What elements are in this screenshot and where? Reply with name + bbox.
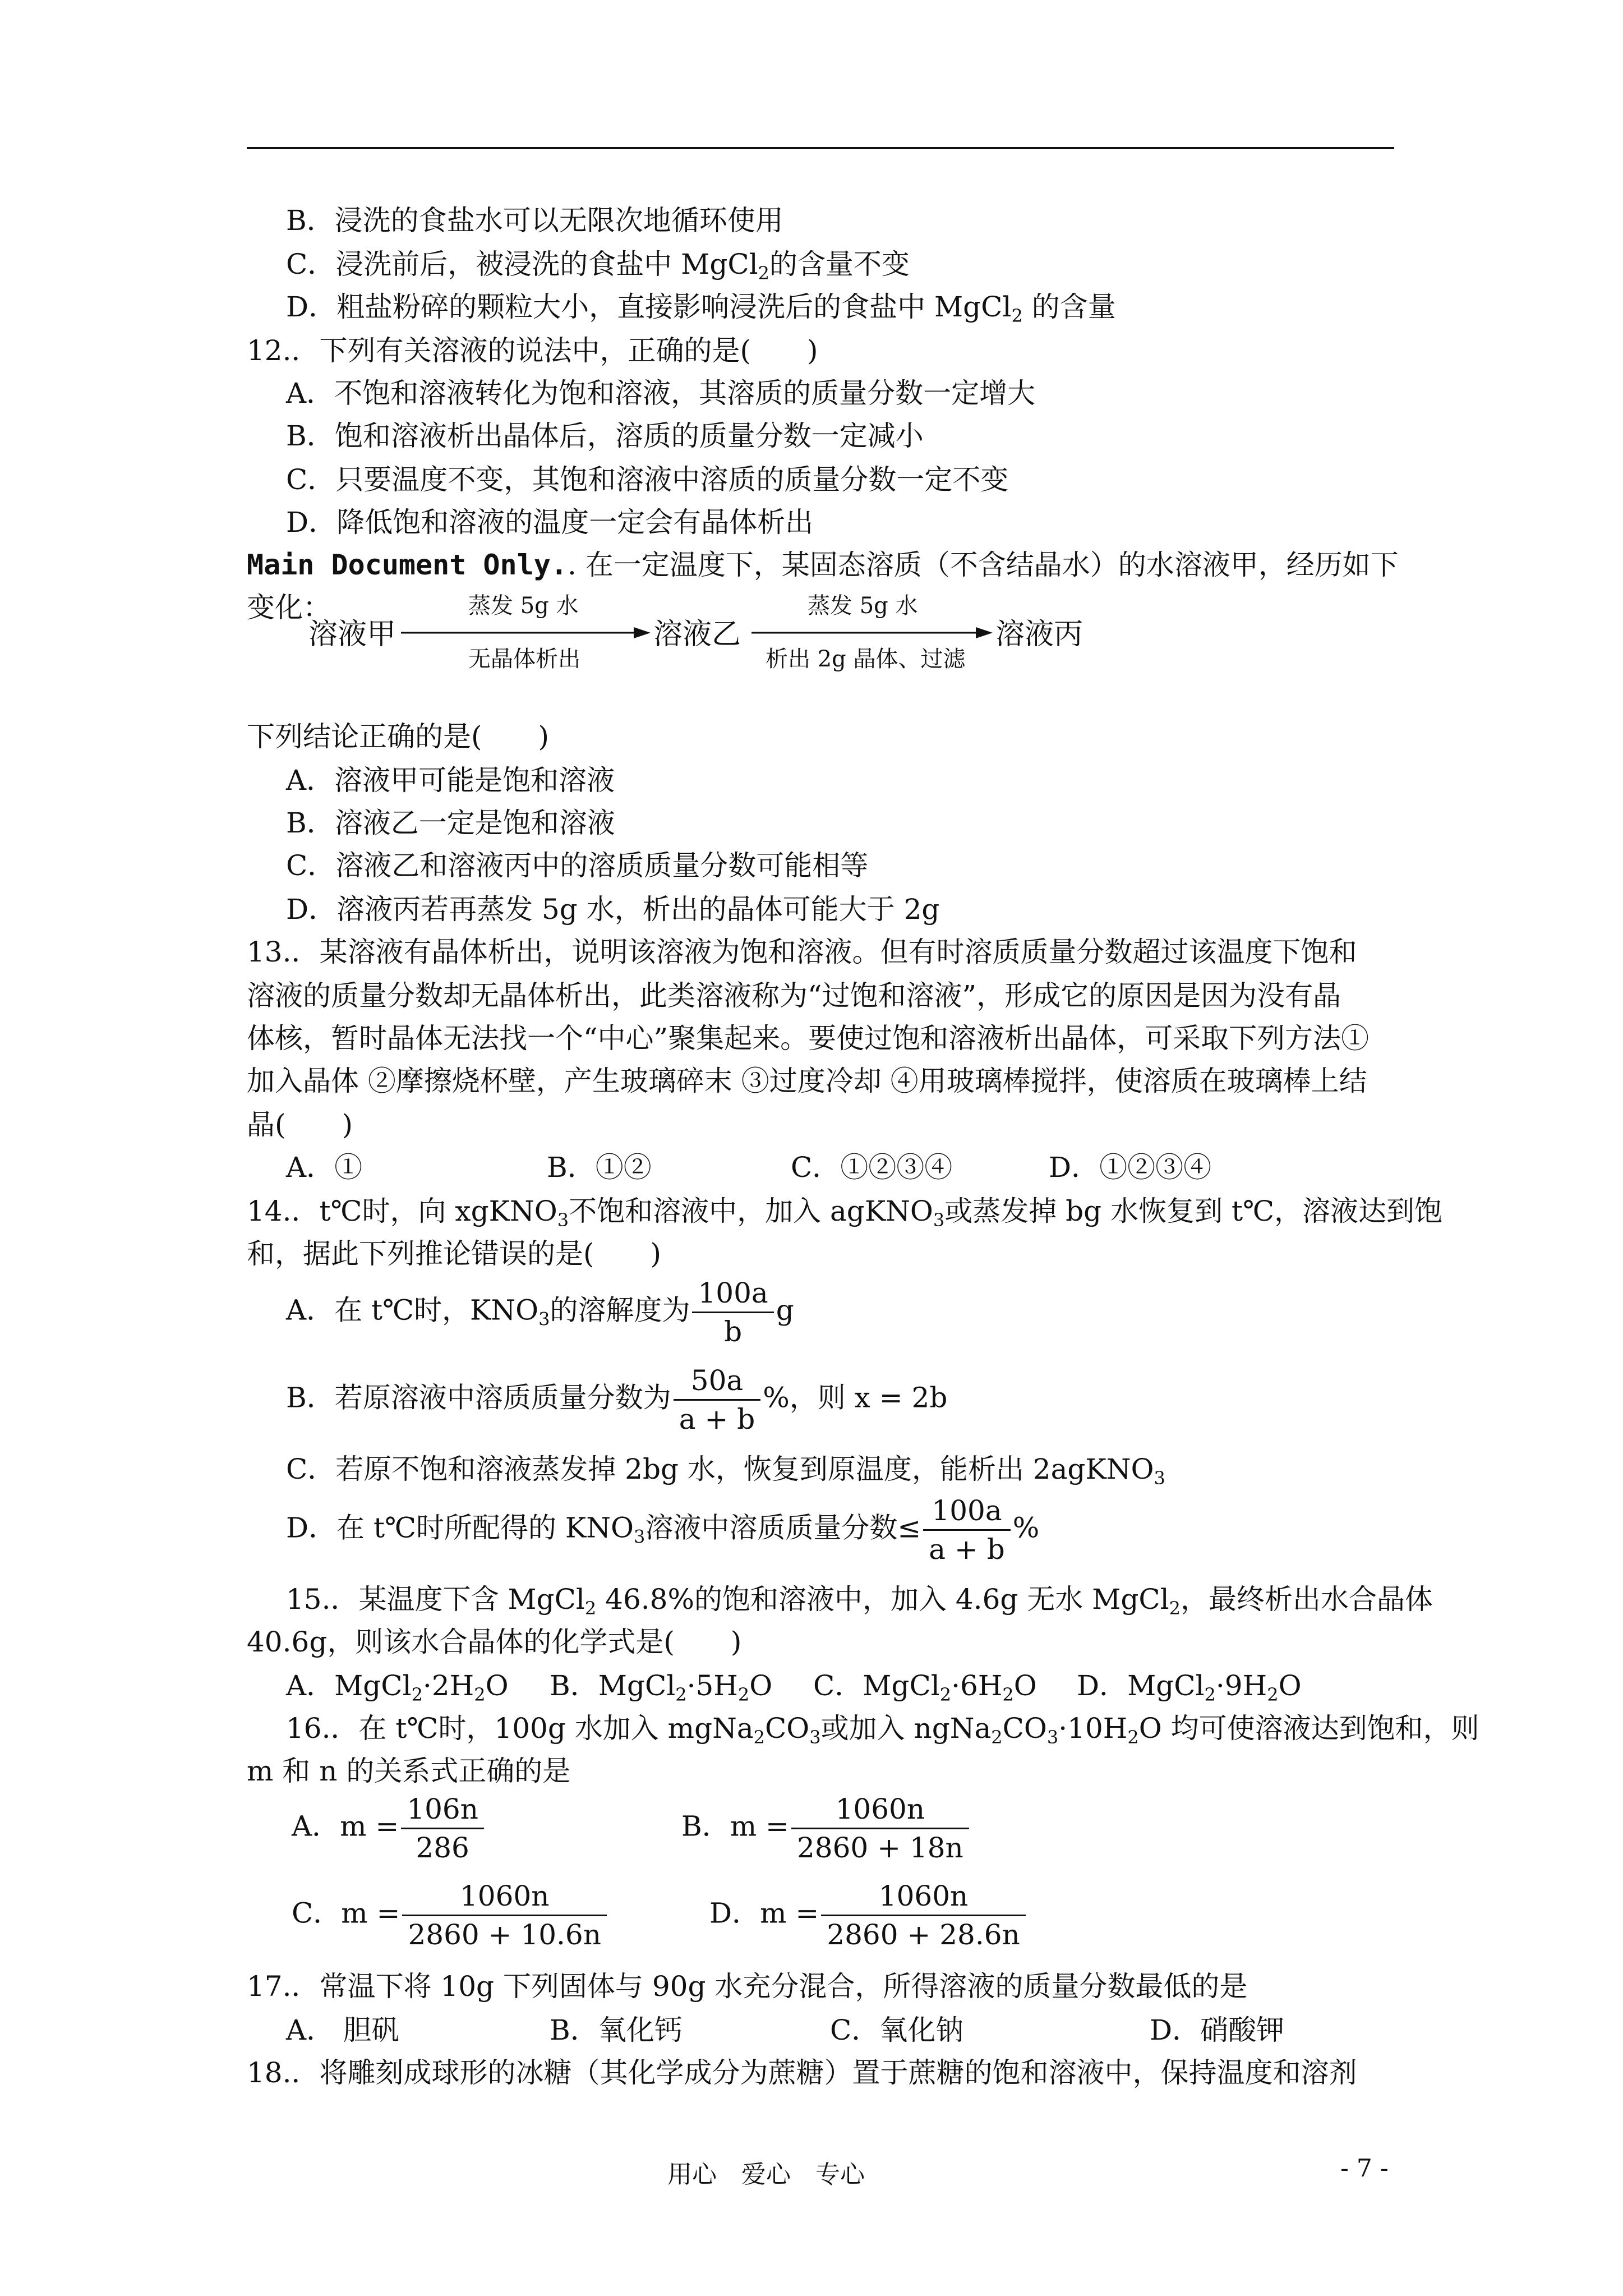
- q14-option-d: D．在 t℃时所配得的 $KNO_3$溶液中溶质质量分数≤ $\frac{100a}{a + b}$ %: [286, 1494, 1040, 1566]
- q-main-option-d: D．溶液丙若再蒸发 5g 水，析出的晶体可能大于 2g: [286, 893, 940, 926]
- footer-motto: 用心 爱心 专心: [667, 2160, 865, 2189]
- fraction: $\frac{50a}{a + b}$: [674, 1366, 761, 1433]
- fraction: $\frac{1060n}{2860 + 10.6n}$: [402, 1882, 606, 1949]
- q12-option-c: C．只要温度不变，其饱和溶液中溶质的质量分数一定不变: [286, 463, 1009, 496]
- q17-option-d: D．硝酸钾: [1150, 2014, 1285, 2046]
- flow-solution-jia: 溶液甲: [308, 618, 396, 651]
- flow-solution-yi: 溶液乙: [653, 618, 741, 651]
- q14-line-2: 和，据此下列推论错误的是( ): [247, 1237, 662, 1270]
- flow-solution-bing: 溶液丙: [995, 618, 1083, 651]
- q-main-stem: Main Document Only.. 在一定温度下，某固态溶质（不含结晶水）的水溶液甲，经历如下: [247, 549, 1399, 581]
- q11-option-c: C．浸洗前后，被浸洗的食盐中 MgCl$_2$的含量不变: [286, 248, 910, 284]
- q13-line-1: 13.．某溶液有晶体析出，说明该溶液为饱和溶液。但有时溶质质量分数超过该温度下饱和: [247, 936, 1357, 968]
- q14-option-c: C．若原不饱和溶液蒸发掉 2bg 水，恢复到原温度，能析出 2agKNO$_3$: [286, 1453, 1165, 1489]
- q17-stem: 17.．常温下将 10g 下列固体与 90g 水充分混合，所得溶液的质量分数最低的是: [247, 1970, 1248, 2003]
- q11-option-b: B．浸洗的食盐水可以无限次地循环使用: [286, 204, 783, 237]
- q17-option-b: B．氧化钙: [550, 2014, 683, 2046]
- header-rule: [247, 147, 1394, 149]
- q15-option-b: B．$MgCl_2\cdot 5H_2O$: [550, 1669, 773, 1705]
- flow-step2-bottom: 析出 2g 晶体、过滤: [766, 646, 966, 672]
- q13-line-2: 溶液的质量分数却无晶体析出，此类溶液称为“过饱和溶液”，形成它的原因是因为没有晶: [247, 979, 1341, 1012]
- q-main-option-c: C．溶液乙和溶液丙中的溶质质量分数可能相等: [286, 849, 869, 882]
- q12-option-b: B．饱和溶液析出晶体后，溶质的质量分数一定减小: [286, 420, 924, 452]
- q14-option-a: A．在 t℃时，$KNO_3$的溶解度为 $\frac{100a}{b}$ g: [286, 1277, 794, 1348]
- q17-option-c: C．氧化钠: [830, 2014, 964, 2046]
- main-doc-label: Main Document Only.: [247, 549, 568, 581]
- q13-line-5: 晶( ): [247, 1108, 353, 1141]
- q-main-option-b: B．溶液乙一定是饱和溶液: [286, 807, 615, 839]
- q16-option-c: C．m = $\frac{1060n}{2860 + 10.6n}$: [292, 1882, 609, 1949]
- q18-stem: 18.．将雕刻成球形的冰糖（其化学成分为蔗糖）置于蔗糖的饱和溶液中，保持温度和溶剂: [247, 2056, 1357, 2089]
- fraction: $\frac{1060n}{2860 + 28.6n}$: [821, 1882, 1025, 1949]
- fraction: $\frac{100a}{b}$: [692, 1279, 773, 1346]
- fraction: $\frac{106n}{286}$: [401, 1795, 484, 1862]
- fraction: $\frac{1060n}{2860 + 18n}$: [791, 1795, 969, 1862]
- q16-option-b: B．m = $\frac{1060n}{2860 + 18n}$: [681, 1795, 971, 1862]
- q13-option-c: C．①②③④: [791, 1151, 953, 1184]
- q13-option-a: A．①: [286, 1151, 363, 1184]
- fraction: $\frac{100a}{a + b}$: [923, 1497, 1011, 1563]
- q14-line-1: 14.．t℃时，向 xgKNO$_3$不饱和溶液中，加入 agKNO$_3$或蒸发掉 bg 水恢复到 t℃，溶液达到饱: [247, 1195, 1443, 1231]
- q12-stem: 12.．下列有关溶液的说法中，正确的是( ): [247, 334, 818, 367]
- q16-option-a: A．m = $\frac{106n}{286}$: [292, 1795, 486, 1862]
- q13-option-b: B．①②: [547, 1151, 652, 1184]
- q-main-stem-2: 变化：: [247, 591, 331, 624]
- q15-line-2: 40.6g，则该水合晶体的化学式是( ): [247, 1626, 742, 1658]
- q14-option-b: B．若原溶液中溶质质量分数为 $\frac{50a}{a + b}$ %，则 x = 2b: [286, 1364, 948, 1435]
- q17-option-a: A． 胆矾: [286, 2014, 400, 2046]
- q13-line-4: 加入晶体 ②摩擦烧杯壁，产生玻璃碎末 ③过度冷却 ④用玻璃棒搅拌，使溶质在玻璃棒上结: [247, 1065, 1367, 1097]
- q16-line-2: m 和 n 的关系式正确的是: [247, 1755, 571, 1787]
- q13-option-d: D．①②③④: [1049, 1151, 1212, 1184]
- q12-option-d: D．降低饱和溶液的温度一定会有晶体析出: [286, 506, 814, 539]
- page-number: - 7 -: [1340, 2154, 1389, 2183]
- flow-step2-top: 蒸发 5g 水: [808, 593, 918, 619]
- q15-line-1: 15.．某温度下含 MgCl$_2$ 46.8%的饱和溶液中，加入 4.6g 无水 MgCl$_2$，最终析出水合晶体: [286, 1583, 1433, 1619]
- q13-line-3: 体核，暂时晶体无法找一个“中心”聚集起来。要使过饱和溶液析出晶体，可采取下列方法①: [247, 1022, 1370, 1055]
- q15-option-c: C．$MgCl_2\cdot 6H_2O$: [813, 1669, 1037, 1705]
- q15-option-d: D．$MgCl_2\cdot 9H_2O$: [1077, 1669, 1302, 1705]
- q16-option-d: D．m = $\frac{1060n}{2860 + 28.6n}$: [709, 1882, 1028, 1949]
- q12-option-a: A．不饱和溶液转化为饱和溶液，其溶质的质量分数一定增大: [286, 377, 1036, 409]
- process-flow-diagram: [308, 589, 1094, 684]
- q-main-option-a: A．溶液甲可能是饱和溶液: [286, 764, 615, 797]
- q15-option-a: A．$MgCl_2\cdot 2H_2O$: [286, 1669, 509, 1705]
- q16-line-1: 16.．在 t℃时，100g 水加入 $mgNa_2CO_3$或加入 $ngNa_2CO_3\cdot 10H_2O$ 均可使溶液达到饱和，则: [286, 1712, 1479, 1748]
- flow-step1-bottom: 无晶体析出: [468, 646, 580, 672]
- q11-option-d: D．粗盐粉碎的颗粒大小，直接影响浸洗后的食盐中 MgCl$_2$ 的含量: [286, 291, 1116, 326]
- flow-step1-top: 蒸发 5g 水: [468, 593, 579, 619]
- q-main-conclusion: 下列结论正确的是( ): [247, 720, 550, 753]
